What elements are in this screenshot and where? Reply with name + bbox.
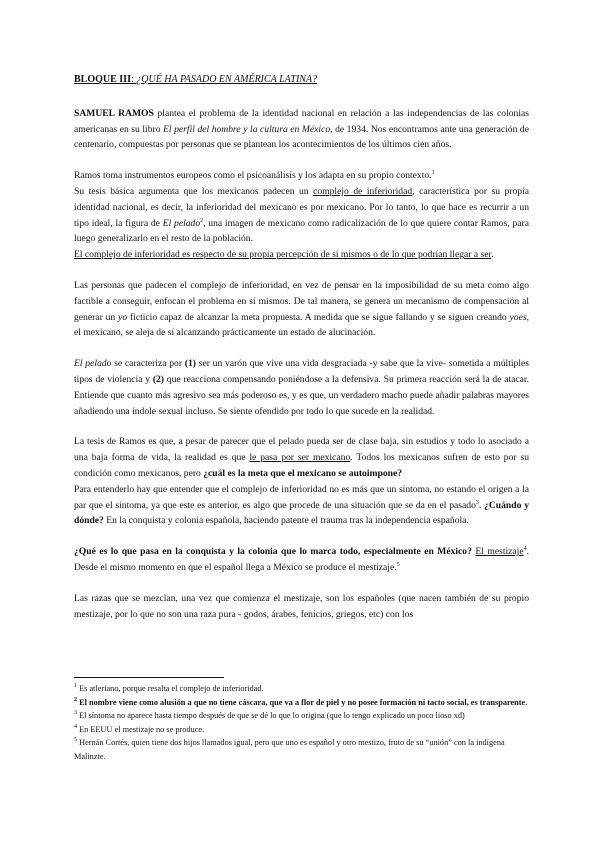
term-pelado-2: El pelado [74,358,112,370]
footnote-ref-2[interactable]: 2 [200,217,204,224]
paragraph-thesis: Ramos toma instrumentos europeos como el psicoanálisis y los adapta en su propio contexto.$^1$ Su tesis básica argumenta que los mexicanos padecen un complejo de inferioridad, característica por su propia identidad nacional, es decir, la inferioridad del mexicano es por mexicano. Por lo tanto, lo que hace es recurrir a un tipo ideal, la figura de El pelado$^2$, una imagen de mexicano como radicalización de lo que quiere contar Ramos, para luego generalizarlo en el resto de la población. El complejo de inferioridad es respecto de su propia percepción de sí mismos o de lo que podrían llegar a ser. [74,170,530,261]
enum-1: (1) [184,358,196,370]
term-yo: yo [118,311,128,323]
section-question: ¿QUÉ HA PASADO EN AMÉRICA LATINA? [136,74,318,85]
question-conquista: ¿Qué es lo que pasa en la conquista y la colonia que lo marca todo, especialmente en México? [74,546,472,558]
document-body [74,72,529,622]
footnotes [74,682,529,764]
footnote-3: $^3$ El síntoma no aparece hasta tiempo después de que se dé lo que lo origina (que lo tengo explicado un poco lioso xd) [74,710,465,721]
section-label: BLOQUE III [74,74,131,85]
author-name: SAMUEL RAMOS [74,107,154,119]
underlined-statement: El complejo de inferioridad es respecto de su propia percepción de sí mismos o de lo que podrían llegar a ser [74,249,492,261]
paragraph-pelado: El pelado se caracteriza por (1) ser un varón que vive una vida desgraciada -y sabe que la vive- sometida a múltiples tipos de violencia y (2) que reacciona compensando poniéndose a la defensiva. Su primera reacción será la de atacar. Entiende que cuanto más agresivo sea más poderoso es, y es que, un verdadero macho puede añadir palabras mayores añadiendo una índole sexual incluso. Se siente ofendido por todo lo que sucede en la realidad. [74,358,529,417]
footnote-1: $^1$ Es atleriano, porque resalta el complejo de inferioridad. [74,683,264,693]
paragraph-compensation: Las personas que padecen el complejo de inferioridad, en vez de pensar en la imposibilidad de su meta como algo factible a conseguir, enfocan el problema en sí mismos. De tal manera, se genera un mecanismo de compensación al generar un yo ficticio capaz de alcanzar la meta propuesta. A medida que se sigue fallando y se siguen creando yoes, el mexicano, se aleja de sí alcanzando prácticamente un estado de alucinación. [74,279,529,339]
paragraph-razas: Las razas que se mezclan, una vez que comienza el mestizaje, son los españoles (que nacen también de su propio mestizaje, por lo que no son una raza pura - godos, árabes, fenicios, griegos, etc) con los [74,592,529,620]
paragraph-symptom: Para entenderlo hay que entender que el complejo de inferioridad no es más que un síntoma, no estando el origen a la par que el síntoma, ya que este es anterior, es algo que procede de una situación que se da en el pasado$^3$. ¿Cuándo y dónde? En la conquista y colonia española, haciendo patente el trauma tras la independencia española. [74,483,529,527]
book-title: El perfil del hombre y la cultura en México, [163,123,333,135]
footnote-ref-1[interactable]: 1 [431,170,435,176]
question-meta: ¿cuál es la meta que el mexicano se autoimpone? [203,467,403,479]
footnote-ref-4[interactable]: 4 [523,545,527,552]
term-pelado: El pelado [162,217,201,229]
section-title: BLOQUE III: ¿QUÉ HA PASADO EN AMÉRICA LATINA? [74,74,318,85]
term-mestizaje: El mestizaje [475,546,524,558]
footnote-4: $^4$ En EEUU el mestizaje no se produce. [74,724,205,734]
footnote-ref-5[interactable]: 5 [396,561,400,568]
question-when-where: ¿Cuándo y dónde? [74,499,529,527]
underlined-phrase: le pasa por ser mexicano [249,452,351,464]
paragraph-ramos-thesis: La tesis de Ramos es que, a pesar de parecer que el pelado pueda ser de clase baja, sin estudios y todo lo asociado a una baja forma de vida, la realidad es que le pasa por ser mexicano. Todos los mexicanos sufren de esto por su condición como mexicanos, pero ¿cuál es la meta que el mexicano se autoimpone? [74,436,529,479]
term-complejo: complejo de inferioridad [313,185,413,197]
term-yoes: yoes, [509,311,529,323]
footnote-5: $^5$ Hernán Cortés, quien tiene dos hijos llamados igual, pero que uno es español y otro mestizo, fruto de su “unión” con la indígena Malinzte. [74,737,505,761]
footnote-2: $^2$ El nombre viene como alusión a que no tiene cáscara, que va a flor de piel y no posee formación ni tacto social, es transparente. [74,696,528,707]
footnote-ref-3[interactable]: 3 [475,499,479,506]
footnote-divider [74,677,224,678]
paragraph-intro: SAMUEL RAMOS plantea el problema de la identidad nacional en relación a las independencias de las colonias americanas en su libro El perfil del hombre y la cultura en México, de 1934. Nos encontramos ante una generación de centenario, compuestas por personas que se plantean los acontecimientos de los últimos cien años. [74,107,529,151]
paragraph-mestizaje: ¿Qué es lo que pasa en la conquista y la colonia que lo marca todo, especialmente en México? El mestizaje$^4$. Desde el mismo momento en que el español llega a México se produce el mestizaje.$^5$ [74,545,529,573]
enum-2: (2) [152,373,164,385]
